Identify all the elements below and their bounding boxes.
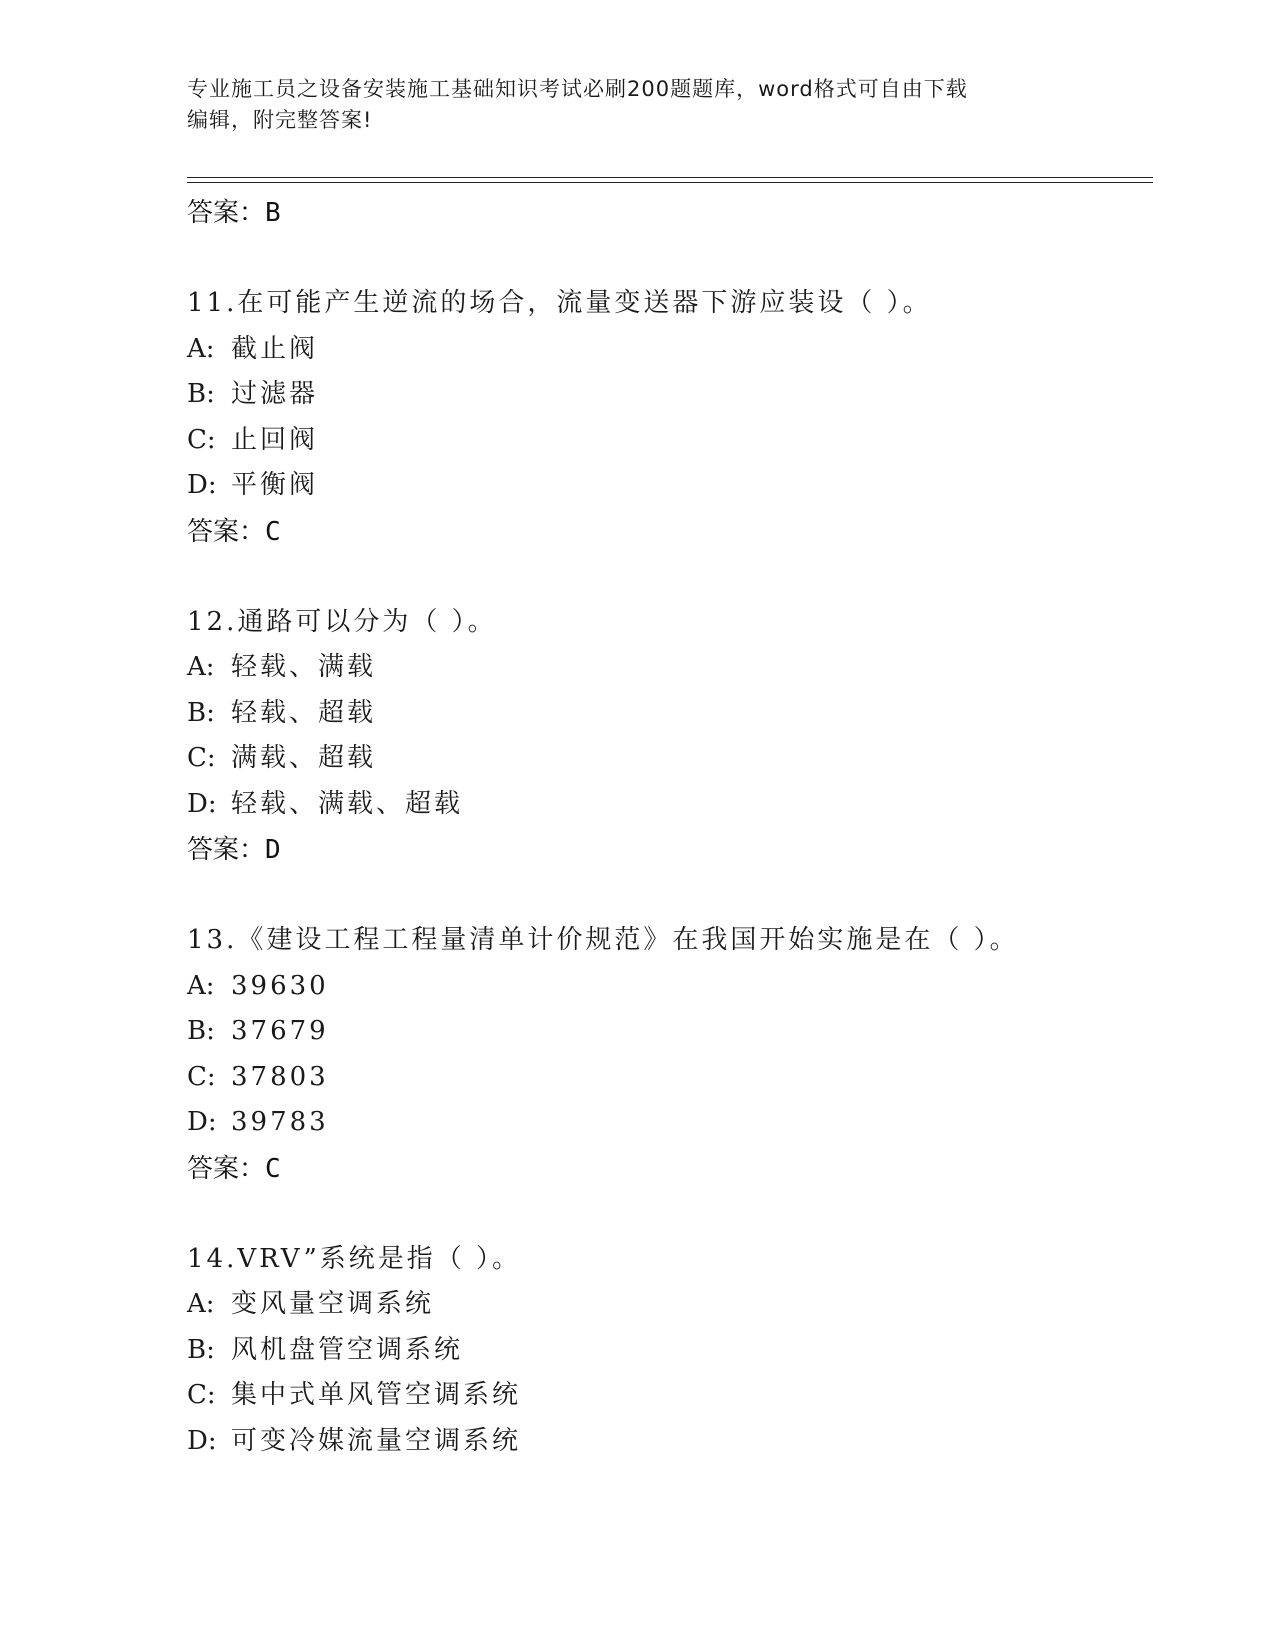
option-b (187, 1328, 1147, 1374)
option-b (187, 372, 1147, 418)
option-label: B: (187, 1016, 215, 1046)
header-line-1: 专业施工员之设备安装施工基础知识考试必刷200题题库，word格式可自由下载 (187, 77, 968, 101)
option-a (187, 964, 1147, 1010)
spacer (187, 1192, 1147, 1237)
answer-line: 答案：B (187, 198, 281, 228)
header-rule-bottom (187, 182, 1153, 183)
option-c (187, 418, 1147, 464)
option-text: 轻载、满载、超载 (231, 788, 464, 819)
question-block (187, 1237, 1147, 1465)
option-label: B: (187, 379, 215, 409)
option-label: C: (187, 1380, 216, 1410)
header-line-2: 编辑，附完整答案! (187, 108, 373, 132)
question-block (187, 281, 1147, 555)
document-header (187, 74, 1067, 136)
option-label: A: (187, 970, 215, 1001)
option-d (187, 1419, 1147, 1465)
option-label: D: (187, 470, 217, 500)
option-text: 集中式单风管空调系统 (231, 1380, 522, 1410)
question-block (187, 600, 1147, 874)
option-label: A: (187, 333, 215, 364)
option-label: D: (187, 1107, 217, 1137)
option-c (187, 736, 1147, 782)
option-d (187, 463, 1147, 509)
option-text: 39783 (231, 1107, 329, 1137)
spacer (187, 555, 1147, 600)
option-label: D: (187, 1425, 217, 1456)
option-d (187, 1100, 1147, 1146)
option-b (187, 1009, 1147, 1055)
option-text: 截止阀 (231, 333, 319, 364)
option-text: 风机盘管空调系统 (231, 1334, 464, 1365)
option-text: 轻载、超载 (231, 697, 377, 728)
option-label: C: (187, 743, 216, 773)
option-text: 过滤器 (231, 379, 319, 409)
option-text: 止回阀 (231, 424, 319, 455)
question-list (187, 190, 1147, 1464)
answer-line: 答案：D (187, 835, 281, 865)
option-a (187, 1282, 1147, 1328)
option-a (187, 327, 1147, 373)
header-rule-top (187, 177, 1153, 178)
question-text: 11.在可能产生逆流的场合，流量变送器下游应装设（ ）。 (187, 288, 932, 318)
spacer (187, 873, 1147, 918)
answer-line: 答案：C (187, 516, 281, 547)
option-b (187, 691, 1147, 737)
option-label: A: (187, 1289, 215, 1319)
option-label: C: (187, 1061, 216, 1092)
option-text: 39630 (231, 970, 329, 1001)
option-text: 轻载、满载 (231, 652, 377, 682)
option-c (187, 1373, 1147, 1419)
question-text: 12.通路可以分为（ ）。 (187, 606, 497, 637)
option-text: 平衡阀 (231, 470, 319, 500)
option-text: 满载、超载 (231, 743, 377, 773)
option-c (187, 1055, 1147, 1101)
option-text: 可变冷媒流量空调系统 (231, 1425, 522, 1456)
question-text: 14.VRV”系统是指（ ）。 (187, 1243, 522, 1274)
option-d (187, 782, 1147, 828)
option-label: D: (187, 788, 217, 819)
option-label: A: (187, 652, 215, 682)
question-text: 13.《建设工程工程量清单计价规范》在我国开始实施是在（ ）。 (187, 925, 1019, 955)
option-text: 37803 (231, 1061, 329, 1092)
option-label: B: (187, 1334, 215, 1365)
option-label: C: (187, 424, 216, 455)
option-text: 37679 (231, 1016, 329, 1046)
answer-line: 答案：C (187, 1153, 281, 1184)
option-label: B: (187, 697, 215, 728)
option-a (187, 645, 1147, 691)
spacer (187, 236, 1147, 281)
question-block (187, 918, 1147, 1192)
option-text: 变风量空调系统 (231, 1289, 435, 1319)
